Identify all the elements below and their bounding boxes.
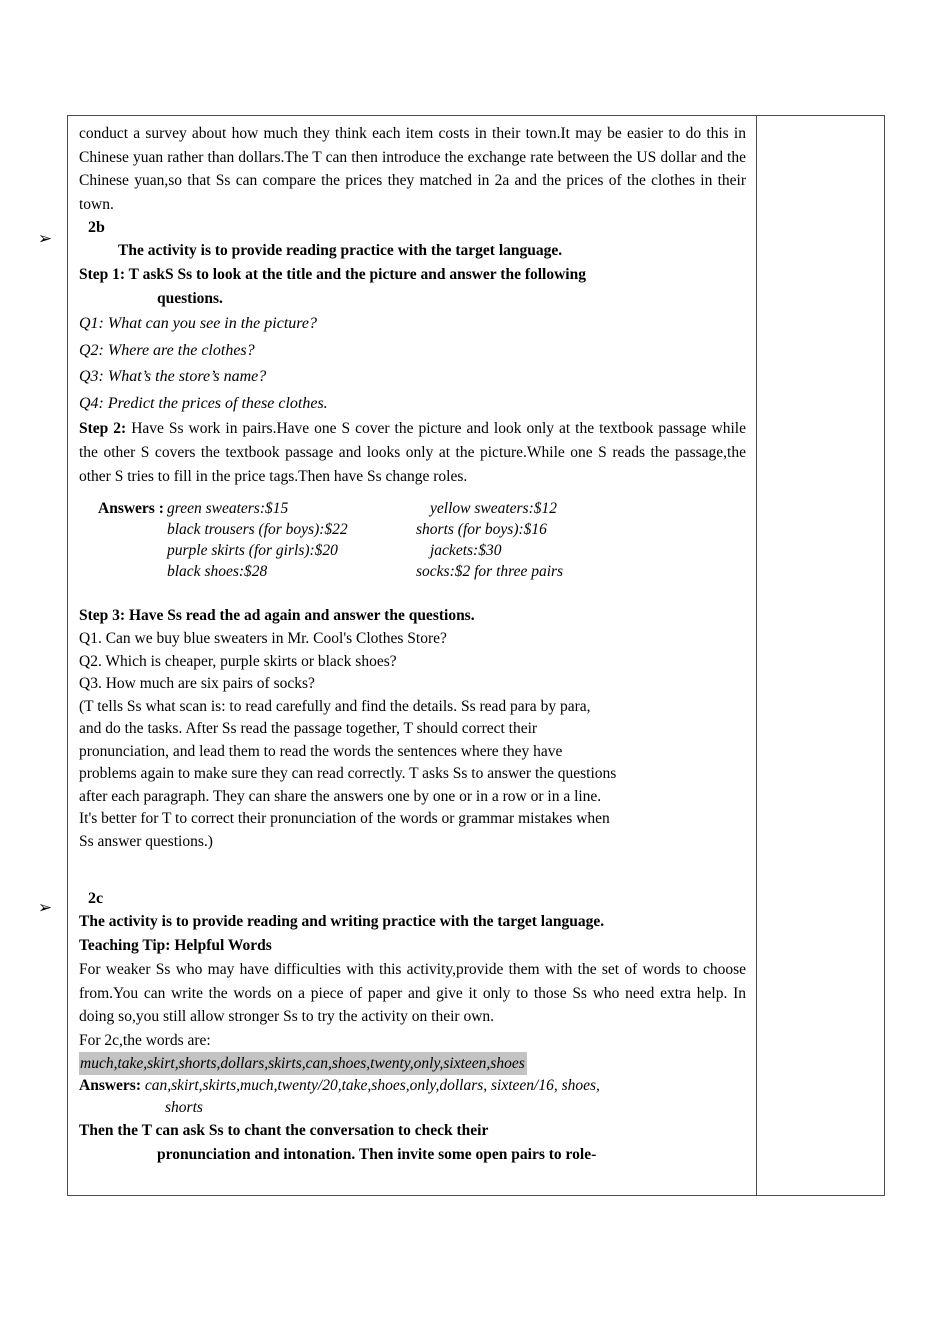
lesson-plan-table <box>67 115 885 1196</box>
section-label-2c: 2c <box>88 890 104 908</box>
scan-question-1: Q1. Can we buy blue sweaters in Mr. Cool's Clothes Store? <box>79 630 447 648</box>
answer-item: black trousers (for boys):$22 <box>167 521 348 539</box>
words-intro: For 2c,the words are: <box>79 1031 211 1049</box>
teacher-note-line: (T tells Ss what scan is: to read carefully and find the details. Ss read para by para, <box>79 697 591 715</box>
arrow-bullet-icon-2c: ➢ <box>37 898 53 918</box>
answers-label: Answers : <box>98 500 164 518</box>
step2-label: Step 2: <box>79 420 127 438</box>
section-2b-step1 <box>79 263 746 311</box>
closing-line2: pronunciation and intonation. Then invite some open pairs to role- <box>157 1145 597 1163</box>
prediction-question-1: Q1: What can you see in the picture? <box>79 315 318 333</box>
section-label-2b: 2b <box>88 219 105 237</box>
prediction-question-2: Q2: Where are the clothes? <box>79 341 255 359</box>
main-content-cell <box>68 116 757 1196</box>
answers-2c-value-cont: shorts <box>165 1098 203 1116</box>
teacher-note-line: It's better for T to correct their pronunciation of the words or grammar mistakes when <box>79 810 610 828</box>
teaching-tip-heading: Teaching Tip: Helpful Words <box>79 937 272 955</box>
teacher-note-line: pronunciation, and lead them to read the words the sentences where they have <box>79 742 563 760</box>
teacher-note-line: and do the tasks. After Ss read the passage together, T should correct their <box>79 720 538 738</box>
answer-item: shorts (for boys):$16 <box>416 521 547 539</box>
intro-paragraph: conduct a survey about how much they think each item costs in their town.It may be easier to do this in Chinese yuan rather than dollars.The T can then introduce the exchange rate between the US dollar and the Chinese yuan,so that Ss can compare the prices they matched in 2a and the prices of the clothes in their town. <box>79 125 746 213</box>
section-2c-closing <box>79 1119 746 1167</box>
section-2c-objective: The activity is to provide reading and writing practice with the target language. <box>79 913 605 931</box>
teacher-note-line: Ss answer questions.) <box>79 832 213 850</box>
answers-2c-value: can,skirt,skirts,much,twenty/20,take,shoes,only,dollars, sixteen/16, shoes, <box>144 1076 600 1094</box>
arrow-bullet-icon-2b: ➢ <box>37 229 53 249</box>
section-2b-objective: The activity is to provide reading practice with the target language. <box>118 242 563 260</box>
answer-item: purple skirts (for girls):$20 <box>167 542 338 560</box>
step2-text: Have Ss work in pairs.Have one S cover the picture and look only at the textbook passage while the other S covers the textbook passage and looks only at the picture.While one S reads the passage,the other S tries to fill in the price tags.Then have Ss change roles. <box>79 420 746 485</box>
table-row <box>68 116 885 1196</box>
scan-question-2: Q2. Which is cheaper, purple skirts or black shoes? <box>79 652 397 670</box>
helpful-words-highlighted: much,take,skirt,shorts,dollars,skirts,can,shoes,twenty,only,sixteen,shoes <box>79 1052 527 1075</box>
answer-item: socks:$2 for three pairs <box>416 563 564 581</box>
answer-item: black shoes:$28 <box>167 563 268 581</box>
section-2b-step2 <box>79 417 746 488</box>
scan-question-3: Q3. How much are six pairs of socks? <box>79 675 315 693</box>
answers-2c-label: Answers: <box>79 1076 141 1094</box>
prediction-question-4: Q4: Predict the prices of these clothes. <box>79 394 328 412</box>
closing-line1: Then the T can ask Ss to chant the conversation to check their <box>79 1121 489 1139</box>
step1-line2: questions. <box>157 290 223 308</box>
prediction-question-3: Q3: What’s the store’s name? <box>79 368 267 386</box>
answer-item: jackets:$30 <box>430 542 502 560</box>
section-2b-step3-heading: Step 3: Have Ss read the ad again and answer the questions. <box>79 607 475 625</box>
side-notes-cell <box>757 116 885 1196</box>
answers-price-list <box>79 498 746 582</box>
section-2c-answers <box>79 1075 746 1119</box>
step1-line1: Step 1: T askS Ss to look at the title and the picture and answer the following <box>79 266 586 284</box>
teaching-tip-body: For weaker Ss who may have difficulties with this activity,provide them with the set of words to choose from.You can write the words on a piece of paper and give it only to those Ss who need extra help. In doing so,you still allow stronger Ss to try the activity on their own. <box>79 961 746 1026</box>
helpful-words-list-wrapper <box>79 1052 746 1075</box>
answer-item: green sweaters:$15 <box>167 500 289 518</box>
teacher-note-line: problems again to make sure they can read correctly. T asks Ss to answer the questions <box>79 765 617 783</box>
teacher-note-line: after each paragraph. They can share the answers one by one or in a row or in a line. <box>79 787 602 805</box>
answer-item: yellow sweaters:$12 <box>430 500 557 518</box>
